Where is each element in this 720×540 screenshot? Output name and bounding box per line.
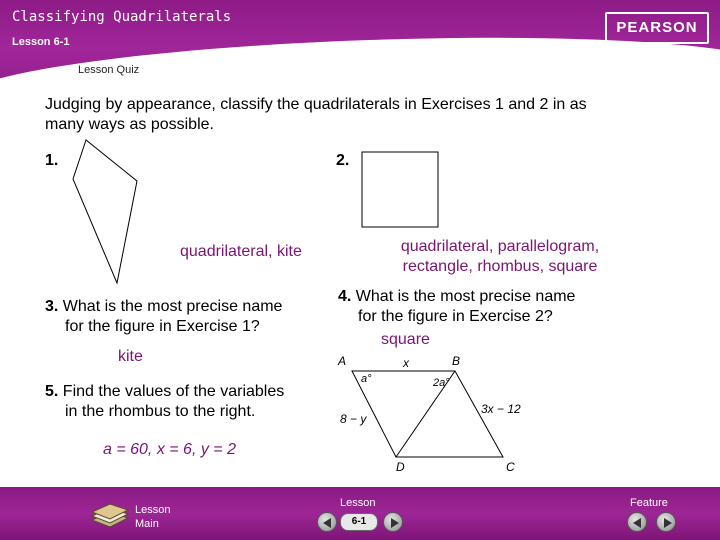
lesson-main-line2: Main <box>135 518 159 530</box>
exercise-4-question-line2: for the figure in Exercise 2? <box>358 308 553 325</box>
feature-nav-label: Feature <box>630 497 668 509</box>
exercise-4-answer: square <box>381 331 430 348</box>
exercise-3-answer: kite <box>118 348 143 365</box>
exercise-5-question-line1: Find the values of the variables <box>62 383 285 400</box>
exercise-3-question-line2: for the figure in Exercise 1? <box>65 318 260 335</box>
side-3x-label: 3x − 12 <box>481 402 521 416</box>
lesson-main-link[interactable] <box>135 503 170 531</box>
section-label: Lesson Quiz <box>78 64 140 76</box>
exercise-3-question-line1: What is the most precise name <box>62 298 283 315</box>
prev-lesson-button[interactable] <box>317 512 337 532</box>
exercise-4-number: 4. <box>338 288 352 305</box>
exercise-4 <box>338 287 628 327</box>
exercise-5 <box>45 382 345 422</box>
lesson-code: Lesson 6-1 <box>12 36 70 48</box>
vertex-b-label: B <box>452 354 461 368</box>
exercise-1-answer: quadrilateral, kite <box>180 243 302 260</box>
exercise-4-question-line1: What is the most precise name <box>355 288 576 305</box>
next-feature-button[interactable] <box>656 512 676 532</box>
instructions: Judging by appearance, classify the quadrilaterals in Exercises 1 and 2 in as many ways as possible. <box>45 96 587 133</box>
lesson-nav-label: Lesson <box>340 497 376 509</box>
exercise-3-number: 3. <box>45 298 59 315</box>
exercise-1-number: 1. <box>45 152 59 169</box>
angle-a-label: a° <box>361 373 372 385</box>
vertex-c-label: C <box>506 460 515 474</box>
page-title: Classifying Quadrilaterals <box>12 9 232 25</box>
exercise-5-question-line2: in the rhombus to the right. <box>65 403 256 420</box>
book-icon[interactable] <box>88 500 132 530</box>
footer-bar <box>0 487 720 540</box>
vertex-d-label: D <box>396 460 405 474</box>
next-lesson-button[interactable] <box>383 512 403 532</box>
exercise-5-answer: a = 60, x = 6, y = 2 <box>103 441 236 458</box>
lesson-number: 6-1 <box>340 513 378 531</box>
square-figure <box>362 152 438 227</box>
kite-figure <box>73 140 137 283</box>
exercise-2-number: 2. <box>336 152 350 169</box>
angle-2a-label: 2a° <box>433 377 450 389</box>
lesson-main-line1: Lesson <box>135 504 171 516</box>
vertex-a-label: A <box>338 354 347 368</box>
side-8y-label: 8 − y <box>340 412 367 426</box>
prev-feature-button[interactable] <box>627 512 647 532</box>
pearson-logo: PEARSON <box>605 12 709 44</box>
exercise-5-number: 5. <box>45 383 59 400</box>
exercise-2-answer: quadrilateral, parallelogram, rectangle, rhombus, square <box>400 238 600 275</box>
side-x-label: x <box>403 356 409 370</box>
subject-label: Geometry <box>626 53 688 69</box>
exercise-3 <box>45 297 345 337</box>
